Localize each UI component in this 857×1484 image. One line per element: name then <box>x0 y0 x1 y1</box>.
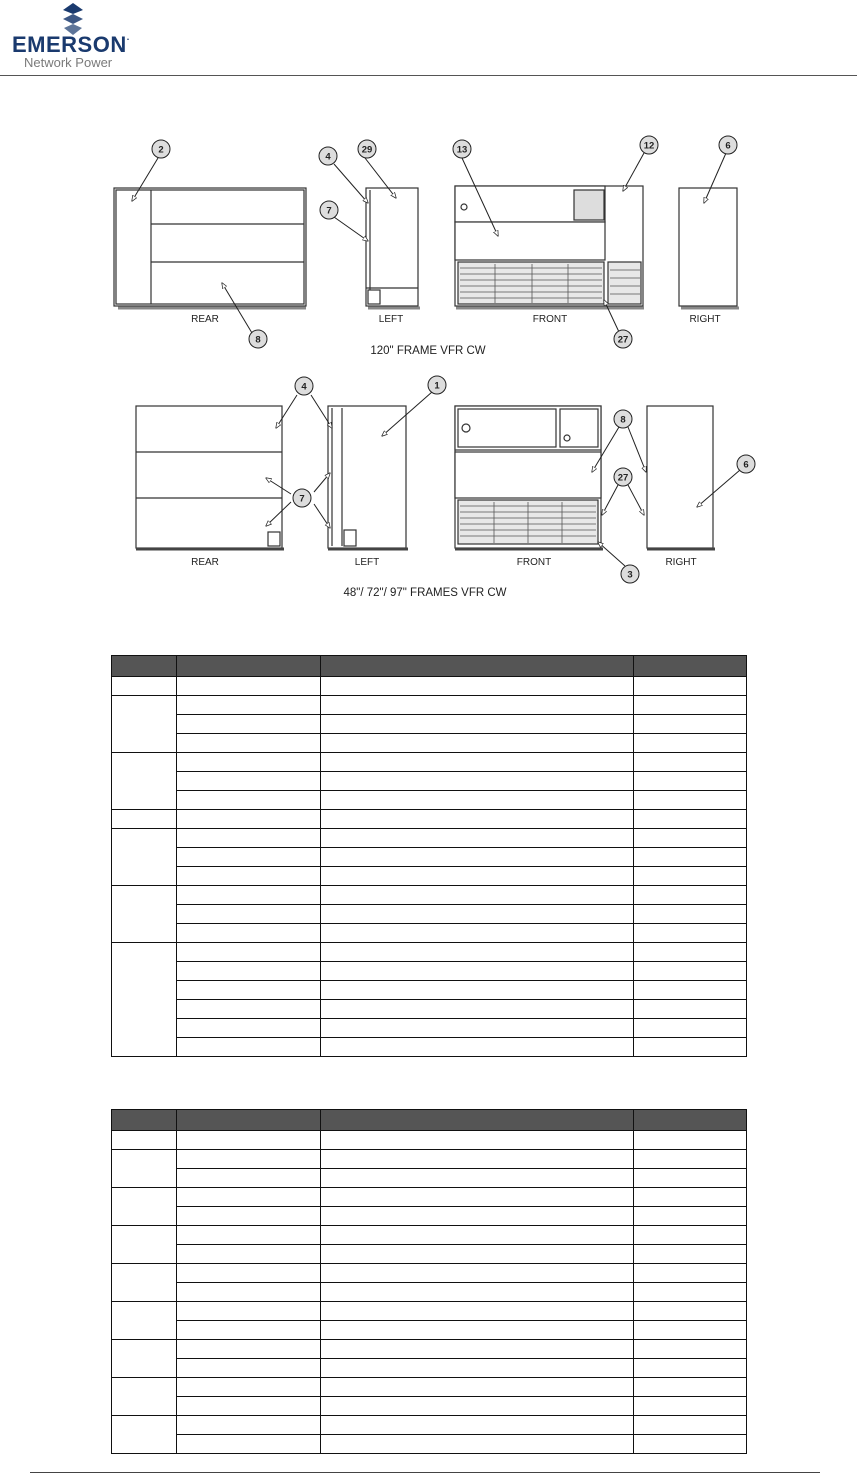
table-cell <box>634 753 747 772</box>
company-logo-text: EMERSON. <box>12 32 130 57</box>
callout-7 <box>293 489 311 507</box>
callout-27 <box>614 330 632 348</box>
table-cell <box>321 1302 634 1321</box>
table-cell <box>634 905 747 924</box>
bottom-diagram-title: 48"/ 72"/ 97" FRAMES VFR CW <box>343 587 507 599</box>
table-cell <box>321 1226 634 1245</box>
table-cell <box>177 905 321 924</box>
table-row <box>112 1397 747 1416</box>
table-body <box>112 1131 747 1454</box>
table-row <box>112 1038 747 1057</box>
bottom-view-label-front: FRONT <box>516 557 552 568</box>
table-cell <box>177 886 321 905</box>
table-cell <box>177 1435 321 1454</box>
table-cell <box>321 1283 634 1302</box>
top-right-view <box>679 188 739 308</box>
table-cell <box>634 981 747 1000</box>
table-cell <box>177 753 321 772</box>
table-cell <box>634 810 747 829</box>
table-cell <box>634 1283 747 1302</box>
callout-4 <box>295 377 313 395</box>
table-cell <box>321 905 634 924</box>
table-row <box>112 981 747 1000</box>
bottom-front-view <box>455 406 603 549</box>
table-row <box>112 772 747 791</box>
table-cell <box>321 943 634 962</box>
table-row <box>112 1226 747 1245</box>
callout-2 <box>152 140 170 158</box>
table-row <box>112 1000 747 1019</box>
group-cell <box>112 1416 177 1454</box>
group-cell <box>112 943 177 1057</box>
bottom-right-view <box>647 406 715 549</box>
table-cell <box>177 1019 321 1038</box>
table-row <box>112 1169 747 1188</box>
table-cell <box>177 1340 321 1359</box>
table-cell <box>321 867 634 886</box>
table-cell <box>321 829 634 848</box>
group-cell <box>112 753 177 810</box>
table-row <box>112 715 747 734</box>
table-cell <box>321 1378 634 1397</box>
table-cell <box>634 1397 747 1416</box>
parts-table-1 <box>111 655 747 1057</box>
page-header <box>0 0 857 76</box>
svg-text:8: 8 <box>255 334 261 346</box>
table-cell <box>321 1131 634 1150</box>
table-row <box>112 734 747 753</box>
callout-1 <box>428 376 446 394</box>
svg-text:12: 12 <box>643 140 655 152</box>
table-cell <box>634 1435 747 1454</box>
svg-text:6: 6 <box>743 459 749 471</box>
table-cell <box>177 1359 321 1378</box>
table-cell <box>634 1019 747 1038</box>
table-row <box>112 886 747 905</box>
table-row <box>112 867 747 886</box>
table-row <box>112 1264 747 1283</box>
table-row <box>112 1435 747 1454</box>
table-cell <box>177 924 321 943</box>
table-cell <box>634 1416 747 1435</box>
table-cell <box>321 962 634 981</box>
group-cell <box>112 810 177 829</box>
svg-text:13: 13 <box>456 144 468 156</box>
top-view-label-left: LEFT <box>378 314 404 325</box>
table-cell <box>177 1321 321 1340</box>
table-cell <box>177 696 321 715</box>
svg-text:27: 27 <box>617 472 629 484</box>
table-cell <box>321 1169 634 1188</box>
table-cell <box>321 1207 634 1226</box>
table-cell <box>321 753 634 772</box>
table-header-row <box>112 656 747 677</box>
table-cell <box>634 1150 747 1169</box>
table-cell <box>634 1378 747 1397</box>
table-cell <box>634 1264 747 1283</box>
table-row <box>112 1416 747 1435</box>
table-row <box>112 677 747 696</box>
parts-table-2 <box>111 1109 747 1454</box>
table-row <box>112 1378 747 1397</box>
table-row <box>112 791 747 810</box>
table-cell <box>321 1340 634 1359</box>
top-rear-view <box>114 188 306 308</box>
callout-7 <box>320 201 338 219</box>
table-row <box>112 905 747 924</box>
group-cell <box>112 1378 177 1416</box>
group-cell <box>112 1340 177 1378</box>
footer-divider <box>30 1472 820 1473</box>
header-divider <box>0 75 857 76</box>
table-cell <box>321 1245 634 1264</box>
table-cell <box>177 829 321 848</box>
table-cell <box>634 1359 747 1378</box>
table-cell <box>634 734 747 753</box>
top-left-view <box>366 188 420 308</box>
table-cell <box>321 886 634 905</box>
table-cell <box>321 1435 634 1454</box>
table-cell <box>634 1321 747 1340</box>
division-name: Network Power <box>24 55 113 70</box>
table-body <box>112 677 747 1057</box>
table-cell <box>177 1038 321 1057</box>
table-row <box>112 962 747 981</box>
table-cell <box>177 1226 321 1245</box>
table-cell <box>177 1169 321 1188</box>
table-cell <box>634 943 747 962</box>
top-view-label-front: FRONT <box>532 314 568 325</box>
bottom-view-label-left: LEFT <box>354 557 380 568</box>
table-cell <box>321 981 634 1000</box>
table-cell <box>634 1038 747 1057</box>
table-row <box>112 1131 747 1150</box>
svg-text:8: 8 <box>620 414 626 426</box>
table-cell <box>177 1000 321 1019</box>
table-row <box>112 810 747 829</box>
svg-text:3: 3 <box>627 569 633 581</box>
table-cell <box>177 848 321 867</box>
table-header-row <box>112 1110 747 1131</box>
table-cell <box>634 1188 747 1207</box>
callout-27 <box>614 468 632 486</box>
table-cell <box>321 1019 634 1038</box>
svg-text:2: 2 <box>158 144 164 156</box>
table-cell <box>177 791 321 810</box>
table-cell <box>321 1359 634 1378</box>
callout-29 <box>358 140 376 158</box>
group-cell <box>112 1150 177 1188</box>
table-cell <box>177 1245 321 1264</box>
table-cell <box>321 772 634 791</box>
table-cell <box>321 1321 634 1340</box>
group-cell <box>112 677 177 696</box>
table-cell <box>177 1207 321 1226</box>
callout-13 <box>453 140 471 158</box>
table-row <box>112 1150 747 1169</box>
svg-text:29: 29 <box>361 144 373 156</box>
table-row <box>112 924 747 943</box>
emerson-logo-icon <box>58 2 88 36</box>
table-cell <box>634 1169 747 1188</box>
table-cell <box>321 1000 634 1019</box>
table-row <box>112 1019 747 1038</box>
table-row <box>112 1340 747 1359</box>
table-cell <box>321 1397 634 1416</box>
callout-8 <box>614 410 632 428</box>
table-row <box>112 848 747 867</box>
table-row <box>112 1302 747 1321</box>
table-cell <box>634 1340 747 1359</box>
group-cell <box>112 1302 177 1340</box>
table-cell <box>321 1038 634 1057</box>
table-cell <box>177 1397 321 1416</box>
table-row <box>112 696 747 715</box>
bottom-view-label-right: RIGHT <box>665 557 697 568</box>
table-row <box>112 1283 747 1302</box>
table-cell <box>177 715 321 734</box>
group-cell <box>112 1226 177 1264</box>
table-cell <box>634 829 747 848</box>
table-cell <box>177 943 321 962</box>
table-row <box>112 829 747 848</box>
table-cell <box>177 772 321 791</box>
callout-3 <box>621 565 639 583</box>
table-cell <box>634 1131 747 1150</box>
table-cell <box>634 867 747 886</box>
table-cell <box>321 1264 634 1283</box>
table-cell <box>634 1226 747 1245</box>
table-row <box>112 1207 747 1226</box>
table-cell <box>634 1000 747 1019</box>
table-cell <box>177 810 321 829</box>
svg-text:7: 7 <box>299 493 305 505</box>
table-cell <box>177 677 321 696</box>
table-cell <box>321 810 634 829</box>
table-cell <box>321 791 634 810</box>
bottom-rear-view <box>136 406 284 549</box>
callout-8 <box>249 330 267 348</box>
table-cell <box>634 848 747 867</box>
svg-text:4: 4 <box>301 381 307 393</box>
group-cell <box>112 829 177 886</box>
table-cell <box>321 1188 634 1207</box>
group-cell <box>112 886 177 943</box>
table-cell <box>177 981 321 1000</box>
table-cell <box>177 1283 321 1302</box>
group-cell <box>112 1188 177 1226</box>
callout-6 <box>737 455 755 473</box>
top-view-label-right: RIGHT <box>689 314 721 325</box>
table-cell <box>321 1150 634 1169</box>
svg-text:6: 6 <box>725 140 731 152</box>
table-cell <box>634 791 747 810</box>
bottom-view-label-rear: REAR <box>191 557 219 568</box>
table-cell <box>321 715 634 734</box>
svg-text:7: 7 <box>326 205 332 217</box>
svg-text:4: 4 <box>325 151 331 163</box>
table-cell <box>634 772 747 791</box>
table-cell <box>177 1264 321 1283</box>
group-cell <box>112 1264 177 1302</box>
table-cell <box>634 962 747 981</box>
svg-text:1: 1 <box>434 380 440 392</box>
table-cell <box>177 1302 321 1321</box>
table-cell <box>321 1416 634 1435</box>
top-view-label-rear: REAR <box>191 314 219 325</box>
table-cell <box>634 886 747 905</box>
table-cell <box>177 962 321 981</box>
unit-panel-diagrams <box>0 120 857 610</box>
callout-4 <box>319 147 337 165</box>
group-cell <box>112 1131 177 1150</box>
table-row <box>112 753 747 772</box>
table-cell <box>177 867 321 886</box>
table-row <box>112 1245 747 1264</box>
table-cell <box>634 924 747 943</box>
table-row <box>112 1188 747 1207</box>
table-row <box>112 1359 747 1378</box>
top-diagram-title: 120" FRAME VFR CW <box>370 345 486 357</box>
table-cell <box>321 848 634 867</box>
table-cell <box>177 1131 321 1150</box>
table-cell <box>634 696 747 715</box>
bottom-left-view <box>328 406 408 549</box>
table-cell <box>634 715 747 734</box>
table-cell <box>634 1245 747 1264</box>
table-cell <box>177 734 321 753</box>
table-row <box>112 1321 747 1340</box>
table-cell <box>634 1207 747 1226</box>
table-cell <box>177 1150 321 1169</box>
callout-12 <box>640 136 658 154</box>
table-cell <box>177 1188 321 1207</box>
table-cell <box>634 1302 747 1321</box>
table-cell <box>321 734 634 753</box>
table-row <box>112 943 747 962</box>
table-cell <box>321 924 634 943</box>
callout-6 <box>719 136 737 154</box>
table-cell <box>321 696 634 715</box>
table-cell <box>177 1416 321 1435</box>
table-cell <box>321 677 634 696</box>
table-cell <box>634 677 747 696</box>
table-cell <box>177 1378 321 1397</box>
group-cell <box>112 696 177 753</box>
svg-text:27: 27 <box>617 334 629 346</box>
